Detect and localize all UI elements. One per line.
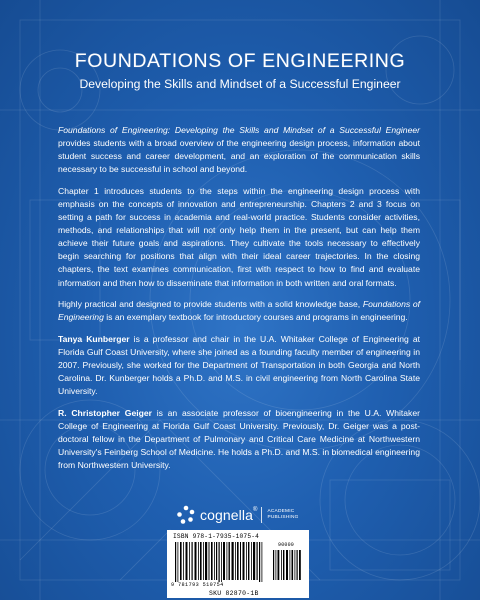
author-bio-1 (58, 333, 420, 398)
author-bio-text: is an associate professor of bioengineering in the U.A. Whitaker College of Engineering at Florida Gulf Coast University. Previously, Dr. Geiger was a post-doctoral fellow in the Department of Pulmonary and Critical Care Medicine at Northwestern University's Feinberg School of Medicine. He holds a Ph.D. and M.S. in biomedical engineering from Northwestern University. (58, 407, 420, 471)
book-title: FOUNDATIONS OF ENGINEERING (74, 50, 406, 72)
title-reference: Foundations of Engineering: Developing the Skills and Mindset of a Successful Engineer (58, 125, 420, 135)
back-cover-description (58, 124, 420, 481)
sku-number: SKU 82870-1B (209, 590, 259, 597)
author-name: Tanya Kunberger (58, 333, 130, 344)
description-paragraph-1 (58, 124, 420, 176)
paragraph-text: provides students with a broad overview of the engineering design process, information about student success and career development, and an exploration of the communication skills necessary to be successful in school and beyond. (58, 138, 420, 175)
paragraph-text: is an exemplary textbook for introductory courses and programs in engineering. (103, 312, 408, 323)
isbn-number: ISBN 978-1-7935-1075-4 (173, 533, 260, 540)
barcode-digits: 9 781793 510754 (171, 582, 224, 588)
publisher-tagline: ACADEMIC PUBLISHING (267, 509, 299, 520)
description-paragraph-2: Chapter 1 introduces students to the steps within the engineering design process with emphasis on the concepts of innovation and entrepreneurship. Chapters 2 and 3 focus on setting a path for success in academia and real-world practice. Students consider activities, methods, and relationships that will not only help them in the present, but can help them achieve their future goals and aspirations. They cultivate the tools necessary to effectively begin searching for positions that align with their ideal career trajectories. In the closing chapters, the text examines communication, first with respect to how to find and evaluate information and then how to disseminate that information in both written and oral formats. (58, 185, 420, 288)
title-reference: Foundations of Engineering (58, 299, 420, 323)
logo-divider (261, 507, 262, 523)
publisher-name: cognella® (200, 507, 258, 523)
author-name: R. Christopher Geiger (58, 407, 152, 418)
book-subtitle: Developing the Skills and Mindset of a Successful Engineer (79, 77, 401, 91)
paragraph-text: Highly practical and designed to provide students with a solid knowledge base, (58, 299, 363, 310)
price-code: 90000 (278, 542, 295, 548)
author-bio-2 (58, 407, 420, 472)
author-bio-text: is a professor and chair in the U.A. Whitaker College of Engineering at Florida Gulf Coast University, where she joined as a founding faculty member of engineering in 2007. Previously, she worked for the Department of Transportation in both Georgia and North Carolina. Dr. Kunberger holds a Ph.D. and M.S. in civil engineering from North Carolina State University. (58, 333, 420, 397)
barcode-panel (167, 530, 309, 598)
cognella-logo-icon (176, 505, 196, 525)
publisher-logo (176, 505, 299, 525)
description-paragraph-3 (58, 298, 420, 324)
